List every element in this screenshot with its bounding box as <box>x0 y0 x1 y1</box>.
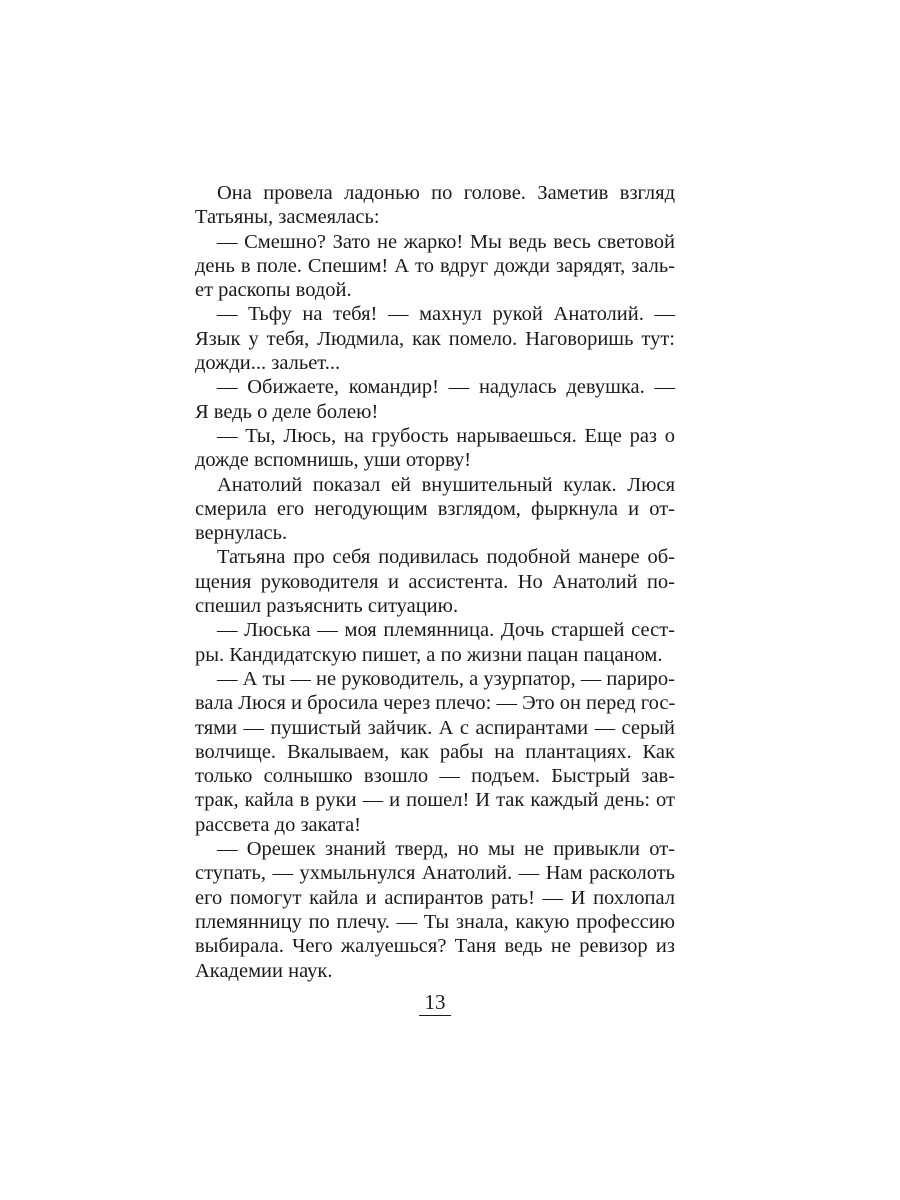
text-line: вала Люся и бросила через плечо: — Это он перед гос- <box>195 692 676 715</box>
text-line: — Тьфу на тебя! — махнул рукой Анатолий. — <box>217 303 675 326</box>
page-number: 13 <box>424 990 446 1014</box>
text-line: выбирала. Чего жалуешься? Таня ведь не ревизор из <box>195 935 675 958</box>
text-line: — Орешек знаний тверд, но мы не привыкли от- <box>217 838 675 861</box>
text-line: Татьяна про себя подивилась подобной манере об- <box>217 546 675 569</box>
text-line: трак, кайла в руки — и пошел! И так каждый день: от <box>195 789 675 812</box>
text-line: Татьяны, засмеялась: <box>195 206 380 229</box>
text-line: день в поле. Спешим! А то вдруг дожди зарядят, заль- <box>195 254 675 277</box>
text-line: — Смешно? Зато не жарко! Мы ведь весь световой <box>217 230 675 253</box>
text-line: Язык у тебя, Людмила, как помело. Наговоришь тут: <box>195 327 675 350</box>
text-line: вернулась. <box>195 522 288 545</box>
text-line: спешил разъяснить ситуацию. <box>195 595 459 618</box>
text-line: Академии наук. <box>195 959 333 982</box>
text-line: — Ты, Люсь, на грубость нарываешься. Еще раз о <box>217 424 675 447</box>
text-line: — А ты — не руководитель, а узурпатор, — париро- <box>217 667 675 690</box>
text-line: щения руководителя и ассистента. Но Анатолий по- <box>195 570 675 593</box>
text-line: его помогут кайла и аспирантов рать! — И похлопал <box>195 886 675 909</box>
text-line: ет раскопы водой. <box>195 279 352 302</box>
text-line: волчище. Вкалываем, как рабы на плантациях. Как <box>195 740 675 763</box>
text-line: племянницу по плечу. — Ты знала, какую профессию <box>195 910 675 933</box>
text-line: рассвета до заката! <box>195 813 361 836</box>
text-line: ры. Кандидатскую пишет, а по жизни пацан пацаном. <box>195 643 663 666</box>
text-line: Анатолий показал ей внушительный кулак. Люся <box>217 473 675 496</box>
page-number-rule <box>419 1015 451 1016</box>
text-line: только солнышко взошло — подъем. Быстрый зав- <box>195 765 675 788</box>
text-line: ступать, — ухмыльнулся Анатолий. — Нам расколоть <box>195 862 675 885</box>
text-line: — Обижаете, командир! — надулась девушка. — <box>217 376 675 399</box>
body-text <box>195 181 675 983</box>
text-line: Она провела ладонью по голове. Заметив взгляд <box>217 182 675 204</box>
text-line: дожди... зальет... <box>195 352 341 375</box>
text-line: дожде вспомнишь, уши оторву! <box>195 449 472 472</box>
text-line: тями — пушистый зайчик. А с аспирантами — серый <box>195 716 675 739</box>
text-line: Я ведь о деле болею! <box>195 400 379 423</box>
text-line: — Люська — моя племянница. Дочь старшей сест- <box>217 619 675 642</box>
text-line: смерила его негодующим взглядом, фыркнула и от- <box>195 497 675 520</box>
